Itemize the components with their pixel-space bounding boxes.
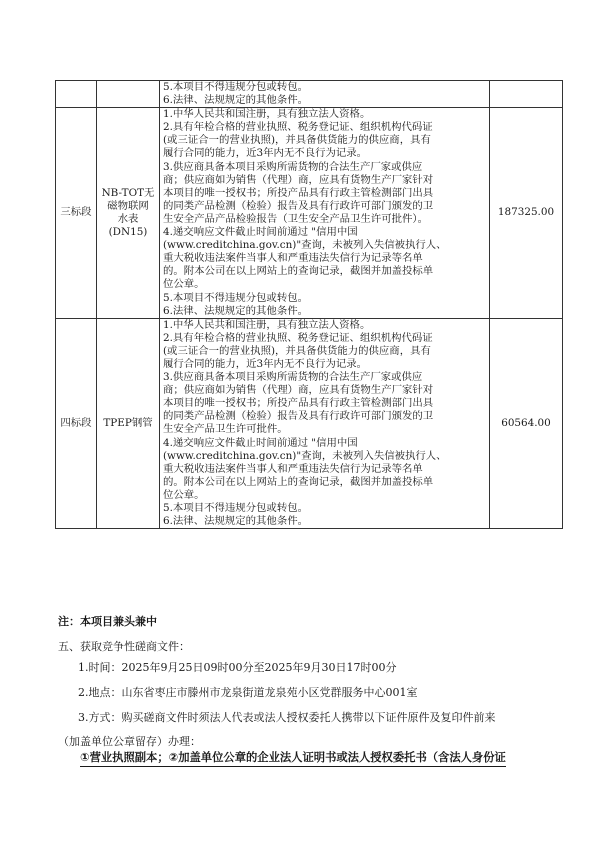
requirement-line: 的同类产品检测（检验）报告及具有行政许可部门颁发的卫 [163,410,434,423]
section-heading: 五、获取竞争性磋商文件： [58,640,190,653]
requirement-line: 生安全产品产品检验报告（卫生安全产品卫生许可批件）。 [163,212,428,225]
requirement-line: 商；供应商如为销售（代理）商，应具有货物生产厂家针对 [163,173,434,186]
requirement-line: (或三证合一的营业执照)，并具备供货能力的供应商，具有 [163,134,431,147]
requirements-cell [160,318,490,529]
requirement-line: 6.法律、法规规定的其他条件。 [163,94,308,107]
item-name-line: NB-TOT无 [101,186,155,199]
requirement-line: 履行合同的能力，近3年内无不良行为记录。 [163,357,368,370]
procurement-lots-table [55,80,563,529]
required-documents-line: ①营业执照副本；②加盖单位公章的企业法人证明书或法人授权委托书（含法人身份证 [80,751,506,767]
requirement-line: 本项目的唯一授权书；所投产品具有行政主管检测部门出具 [163,186,434,199]
requirement-line: (或三证合一的营业执照)，并具备供货能力的供应商，具有 [163,344,431,357]
table-note: 注：本项目兼头兼中 [58,615,157,628]
method-line-continued: （加盖单位公章留存）办理： [58,735,201,748]
item-name-cell [97,108,160,319]
requirement-line: 4.递交响应文件截止时间前通过 "信用中国 [163,226,358,239]
requirement-line: 4.递交响应文件截止时间前通过 "信用中国 [163,436,358,449]
requirement-line: (www.creditchina.gov.cn)"查询，未被列入失信被执行人、 [163,239,447,252]
lot-cell [56,81,97,108]
requirement-line: 6.法律、法规规定的其他条件。 [163,515,308,528]
requirement-line: 履行合同的能力，近3年内无不良行为记录。 [163,147,368,160]
requirement-line: 3.供应商具备本项目采购所需货物的合法生产厂家或供应 [163,371,423,384]
requirement-line: 的。附本公司在以上网站上的查询记录，截图并加盖投标单 [163,475,434,488]
table-row [56,108,563,319]
table-row [56,318,563,529]
requirement-line: 5.本项目不得违规分包或转包。 [163,502,308,514]
requirements-cell [160,108,490,319]
budget-amount-cell: 60564.00 [490,318,563,529]
requirement-line: 生安全产品卫生许可批件。 [163,423,288,436]
item-name-line: TPEP钢管 [103,416,153,429]
requirement-line: 6.法律、法规规定的其他条件。 [163,304,308,317]
requirement-line: 的同类产品检测（检验）报告及具有行政许可部门颁发的卫 [163,199,434,212]
requirement-line: 3.供应商具备本项目采购所需货物的合法生产厂家或供应 [163,160,423,173]
lot-cell: 四标段 [56,318,97,529]
requirement-line: 位公章。 [163,488,205,501]
item-name-line: 磁物联网 [107,199,149,212]
requirement-line: 位公章。 [163,278,205,291]
requirement-line: 5.本项目不得违规分包或转包。 [163,81,308,93]
requirement-line: 商；供应商如为销售（代理）商，应具有货物生产厂家针对 [163,384,434,397]
requirement-line: 本项目的唯一授权书；所投产品具有行政主管检测部门出具 [163,397,434,410]
requirement-line: 重大税收违法案件当事人和严重违法失信行为记录等名单 [163,252,423,265]
budget-amount-cell [490,81,563,108]
table-row [56,81,563,108]
requirement-line: 的。附本公司在以上网站上的查询记录，截图并加盖投标单 [163,265,434,278]
requirements-cell [160,81,490,108]
budget-amount-cell: 187325.00 [490,108,563,319]
requirement-line: 重大税收违法案件当事人和严重违法失信行为记录等名单 [163,462,423,475]
item-name-cell [97,81,160,108]
item-name-line: 水表 [117,212,139,225]
item-name-line: (DN15) [108,226,148,239]
item-name-cell [97,318,160,529]
requirement-line: 2.具有年检合格的营业执照、税务登记证、组织机构代码证 [163,121,433,134]
requirement-line: (www.creditchina.gov.cn)"查询，未被列入失信被执行人、 [163,449,447,462]
lot-cell: 三标段 [56,108,97,319]
requirement-line: 2.具有年检合格的营业执照、税务登记证、组织机构代码证 [163,331,433,344]
time-line: 1.时间：2025年9月25日09时00分至2025年9月30日17时00分 [78,661,397,674]
method-line: 3.方式：购买磋商文件时须法人代表或法人授权委托人携带以下证件原件及复印件前来 [78,711,496,724]
requirement-line: 1.中华人民共和国注册，具有独立法人资格。 [163,318,371,331]
requirement-line: 1.中华人民共和国注册，具有独立法人资格。 [163,108,371,121]
place-line: 2.地点：山东省枣庄市滕州市龙泉街道龙泉苑小区党群服务中心001室 [78,686,418,699]
requirement-line: 5.本项目不得违规分包或转包。 [163,291,308,304]
